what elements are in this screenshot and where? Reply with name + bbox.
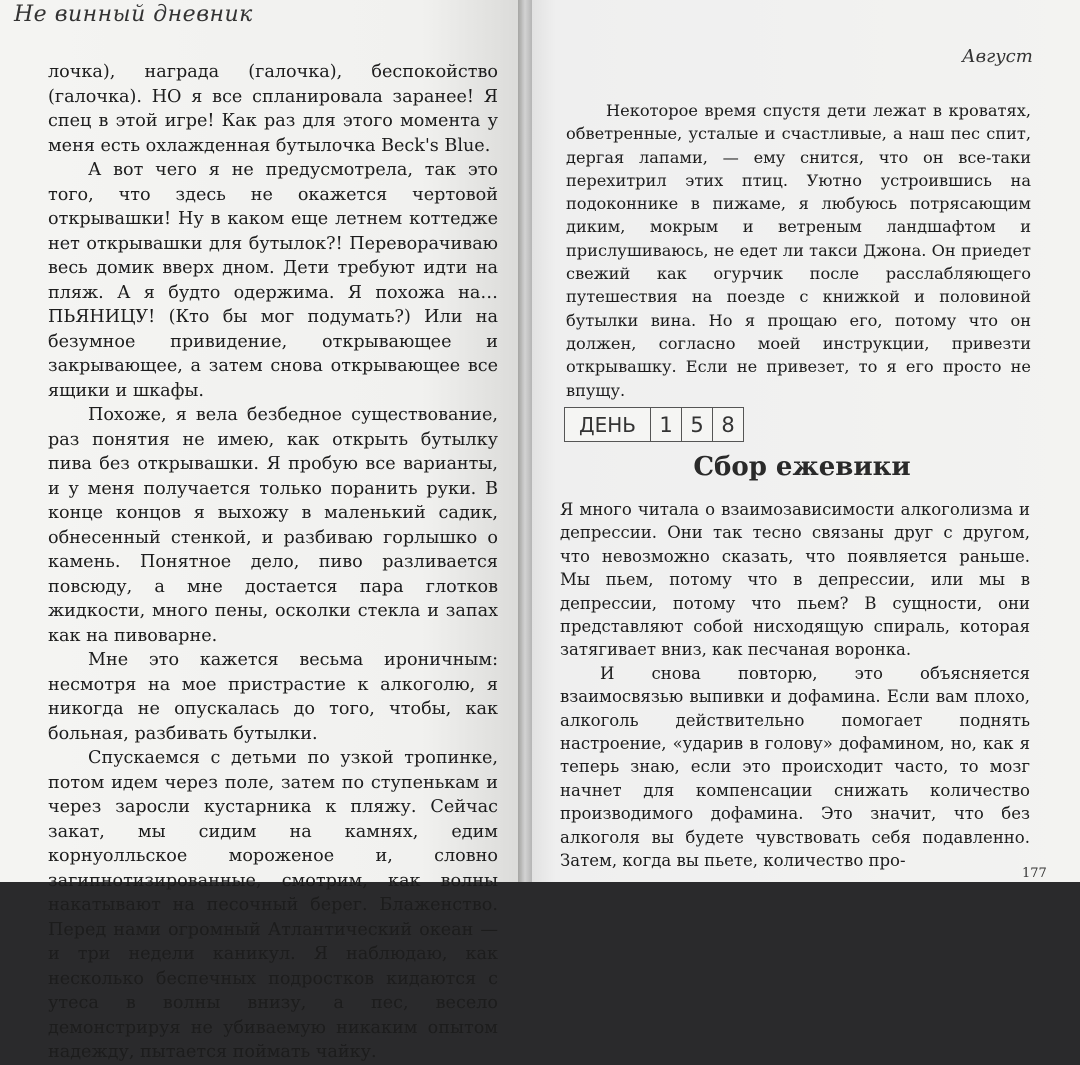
left-page xyxy=(0,0,528,1062)
day-digit: 1 xyxy=(651,408,682,441)
paragraph: Спускаемся с детьми по узкой тропинке, потом идем через поле, затем по ступенькам и через заросли кустарника к пляжу. Сейчас закат, мы сидим на камнях, едим корнуолльское мороженое и, словно загипнотизированные, смотрим, как волны накатывают на песочный берег. Блаженство. Перед нами огромный Атлантический океан — и три недели каникул. Я наблюдаю, как несколько беспечных подростков кидаются с утеса в волны внизу, а пес, весело демонстрируя не убиваемую никаким опытом надежду, пытается поймать чайку. xyxy=(48,748,498,1062)
paragraph: И снова повторю, это объясняется взаимосвязью выпивки и дофамина. Если вам плохо, алкоголь действительно помогает поднять настроение, «ударив в голову» дофамином, но, как я теперь знаю, если это происходит часто, то мозг начнет для компенсации снижать количество производимого дофамина. Это значит, что без алкоголя вы будете чувствовать себя подавленно. Затем, когда вы пьете, количество про- xyxy=(560,663,1030,871)
paragraph: Некоторое время спустя дети лежат в кроватях, обветренные, усталые и счастливые, а наш пес спит, дергая лапами, — ему снится, что он все-таки перехитрил этих птиц. Уютно устроившись на подоконнике в пижаме, я любуюсь потрясающим диким, мокрым и ветреным ландшафтом и прислушиваюсь, не едет ли такси Джона. Он приедет свежий как огурчик после расслабляющего путешествия на поезде с книжкой и половиной бутылки вина. Но я прощаю его, потому что он должен, согласно моей инструкции, привезти открывашку. Если не привезет, то я его просто не впущу. xyxy=(566,101,1031,400)
paragraph: Мне это кажется весьма ироничным: несмотря на мое пристрастие к алкоголю, я никогда не опускалась до того, чтобы, как больная, разбивать бутылки. xyxy=(48,650,498,744)
right-page xyxy=(522,0,1080,882)
left-page-text xyxy=(48,60,498,1065)
page-number: 177 xyxy=(1022,866,1047,881)
day-digit: 8 xyxy=(721,412,735,437)
paragraph: Я много читала о взаимозависимости алкоголизма и депрессии. Они так тесно связаны друг с другом, что невозможно сказать, что появляется раньше. Мы пьем, потому что в депрессии, или мы в депрессии, потому что пьем? В сущности, они представляют собой нисходящую спираль, которая затягивает вниз, как песчаная воронка. xyxy=(560,500,1030,660)
running-head-right: Август xyxy=(962,46,1033,67)
paragraph: лочка), награда (галочка), беспокойство (галочка). НО я все спланировала заранее! Я спец в этой игре! Как раз для этого момента у меня есть охлажденная бутылочка Beck's Blue. xyxy=(48,62,498,156)
day-label: ДЕНЬ xyxy=(565,408,651,441)
paragraph: Похоже, я вела безбедное существование, раз понятия не имею, как открыть бутылку пива без открывашки. Я пробую все варианты, и у меня получается только поранить руки. В конце концов я выхожу в маленький садик, обнесенный стенкой, и разбиваю горлышко о камень. Понятное дело, пиво разливается повсюду, а мне достается пара глотков жидкости, много пены, осколки стекла и запах как на пивоварне. xyxy=(48,405,498,646)
running-head-left: Не винный дневник xyxy=(14,2,253,27)
chapter-title: Сбор ежевики xyxy=(693,452,911,482)
right-page-bottom-text xyxy=(560,498,1030,873)
day-counter xyxy=(564,407,744,442)
paragraph: А вот чего я не предусмотрела, так это того, что здесь не окажется чертовой открывашки! Ну в каком еще летнем коттедже нет открывашки для бутылок?! Переворачиваю весь домик вверх дном. Дети требуют идти на пляж. А я будто одержима. Я похожа на… ПЬЯНИЦУ! (Кто бы мог подумать?) Или на безумное привидение, открывающее и закрывающее, а затем снова открывающее все ящики и шкафы. xyxy=(48,160,498,401)
book-gutter xyxy=(518,0,532,882)
right-page-top-text xyxy=(566,99,1031,402)
day-digit: 5 xyxy=(682,408,713,441)
